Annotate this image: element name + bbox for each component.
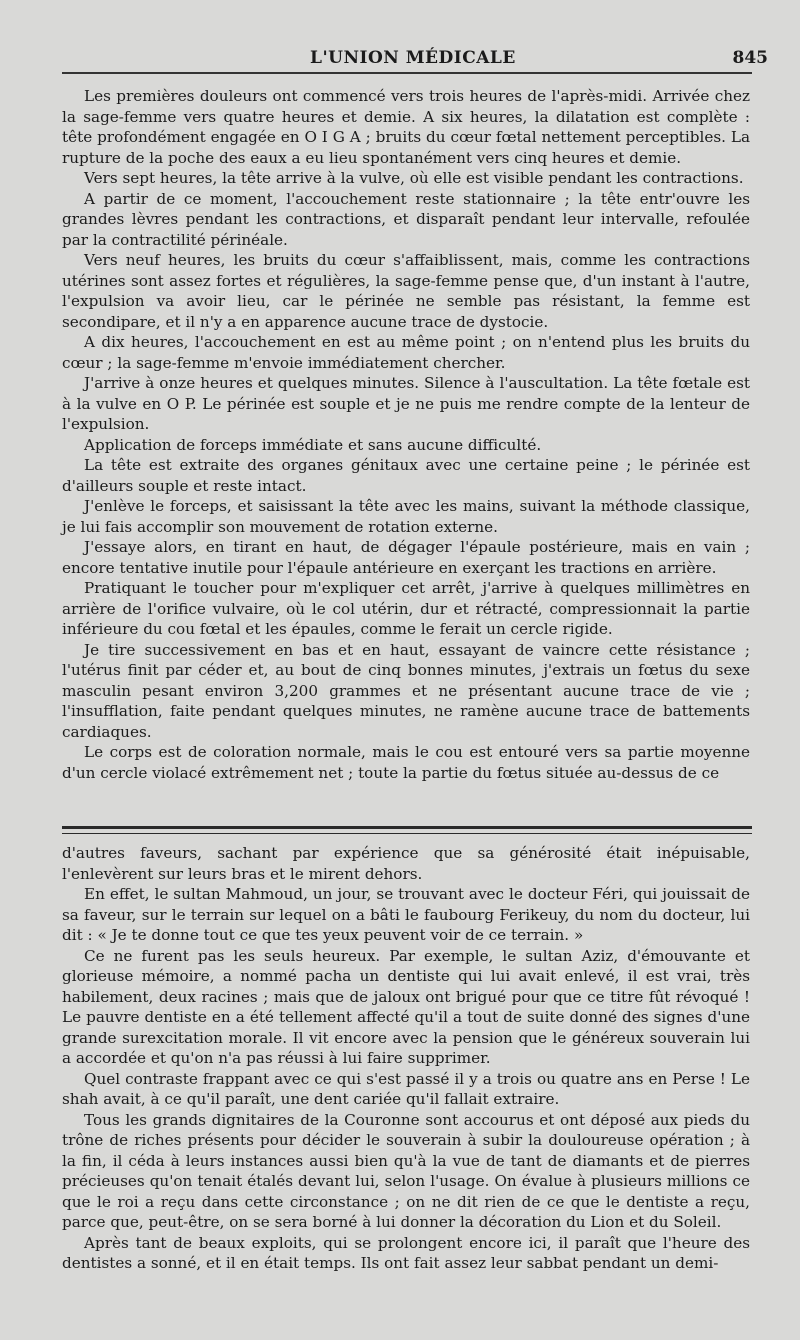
paragraph: La tête est extraite des organes génitaux avec une certaine peine ; le périnée est d'ailleurs souple et reste intact. — [62, 456, 750, 495]
paragraph: J'enlève le forceps, et saisissant la tête avec les mains, suivant la méthode classique, je lui fais accomplir son mouvement de rotation externe. — [62, 497, 750, 536]
header-rule — [62, 72, 752, 74]
paragraph: Les premières douleurs ont commencé vers trois heures de l'après-midi. Arrivée chez la sage-femme vers quatre heures et demie. A six heures, la dilatation est complète : tête profondément engagée en O I G A ; bruits du cœur fœtal nettement perceptibles. La rupture de la poche des eaux a eu lieu spontanément vers cinq heures et demie. — [62, 87, 750, 167]
page-number: 845 — [732, 48, 768, 68]
paragraph: Le corps est de coloration normale, mais le cou est entouré vers sa partie moyenne d'un cercle violacé extrêmement net ; toute la partie du fœtus située au-dessus de ce — [62, 743, 750, 782]
paragraph: Tous les grands dignitaires de la Couronne sont accourus et ont déposé aux pieds du trône de riches présents pour décider le souverain à subir la douloureuse opération ; à la fin, il céda à leurs instances aussi bien qu'à la vue de tant de diamants et de pierres précieuses qu'on tenait étalés devant lui, selon l'usage. On évalue à plusieurs millions ce que le roi a reçu dans cette circonstance ; on ne dit rien de ce que le dentiste a reçu, parce que, peut-être, on se sera borné à lui donner la décoration du Lion et du Soleil. — [62, 1110, 750, 1231]
feuilleton-section — [62, 843, 750, 1274]
case-report-section — [62, 86, 750, 783]
paragraph: Application de forceps immédiate et sans aucune difficulté. — [84, 435, 542, 454]
paragraph: Je tire successivement en bas et en haut, essayant de vaincre cette résistance ; l'utérus finit par céder et, au bout de cinq bonnes minutes, j'extrais un fœtus du sexe masculin pesant environ 3,200 grammes et ne présentant aucune trace de vie ; l'insufflation, faite pendant quelques minutes, ne ramène aucune trace de battements cardiaques. — [62, 640, 750, 741]
paragraph: J'essaye alors, en tirant en haut, de dégager l'épaule postérieure, mais en vain ; encore tentative inutile pour l'épaule antérieure en exerçant les tractions en arrière. — [62, 538, 750, 577]
paragraph: Ce ne furent pas les seuls heureux. Par exemple, le sultan Aziz, d'émouvante et glorieuse mémoire, a nommé pacha un dentiste qui lui avait enlevé, il est vrai, très habilement, deux racines ; mais que de jaloux ont brigué pour que ce titre fût révoqué ! Le pauvre dentiste en a été tellement affecté qu'il a tout de suite donné des signes d'une grande surexcitation morale. Il vit encore avec la pension que le généreux souverain lui a accordée et qu'on n'a pas réussi à lui faire supprimer. — [62, 946, 750, 1067]
paragraph: En effet, le sultan Mahmoud, un jour, se trouvant avec le docteur Féri, qui jouissait de sa faveur, sur le terrain sur lequel on a bâti le faubourg Ferikeuy, du nom du docteur, lui dit : « Je te donne tout ce que tes yeux peuvent voir de ce terrain. » — [62, 885, 750, 944]
paragraph: Vers neuf heures, les bruits du cœur s'affaiblissent, mais, comme les contractions utérines sont assez fortes et régulières, la sage-femme pense que, d'un instant à l'autre, l'expulsion va avoir lieu, car le périnée ne semble pas résistant, la femme est secondipare, et il n'y a en apparence aucune trace de dystocie. — [62, 251, 750, 331]
section-divider — [62, 826, 752, 834]
page-header — [60, 44, 768, 74]
paragraph: d'autres faveurs, sachant par expérience que sa générosité était inépuisable, l'enlevèrent sur leurs bras et le mirent dehors. — [62, 844, 750, 883]
paragraph: A dix heures, l'accouchement en est au même point ; on n'entend plus les bruits du cœur ; la sage-femme m'envoie immédiatement chercher. — [62, 333, 750, 372]
paragraph: Quel contraste frappant avec ce qui s'est passé il y a trois ou quatre ans en Perse ! Le shah avait, à ce qu'il paraît, une dent cariée qu'il fallait extraire. — [62, 1069, 750, 1108]
paragraph: J'arrive à onze heures et quelques minutes. Silence à l'auscultation. La tête fœtale est à la vulve en O P. Le périnée est souple et je ne puis me rendre compte de la lenteur de l'expulsion. — [62, 374, 750, 433]
paragraph: A partir de ce moment, l'accouchement reste stationnaire ; la tête entr'ouvre les grandes lèvres pendant les contractions, et disparaît pendant leur intervalle, refoulée par la contractilité périnéale. — [62, 189, 750, 249]
paragraph: Après tant de beaux exploits, qui se prolongent encore ici, il paraît que l'heure des dentistes a sonné, et il en était temps. Ils ont fait assez leur sabbat pendant un demi- — [62, 1233, 750, 1272]
journal-title: L'UNION MÉDICALE — [310, 48, 516, 68]
paragraph: Vers sept heures, la tête arrive à la vulve, où elle est visible pendant les contractions. — [84, 169, 744, 187]
paragraph: Pratiquant le toucher pour m'expliquer cet arrêt, j'arrive à quelques millimètres en arrière de l'orifice vulvaire, où le col utérin, dur et rétracté, compressionnait la partie inférieure du cou fœtal et les épaules, comme le ferait un cercle rigide. — [62, 579, 750, 638]
